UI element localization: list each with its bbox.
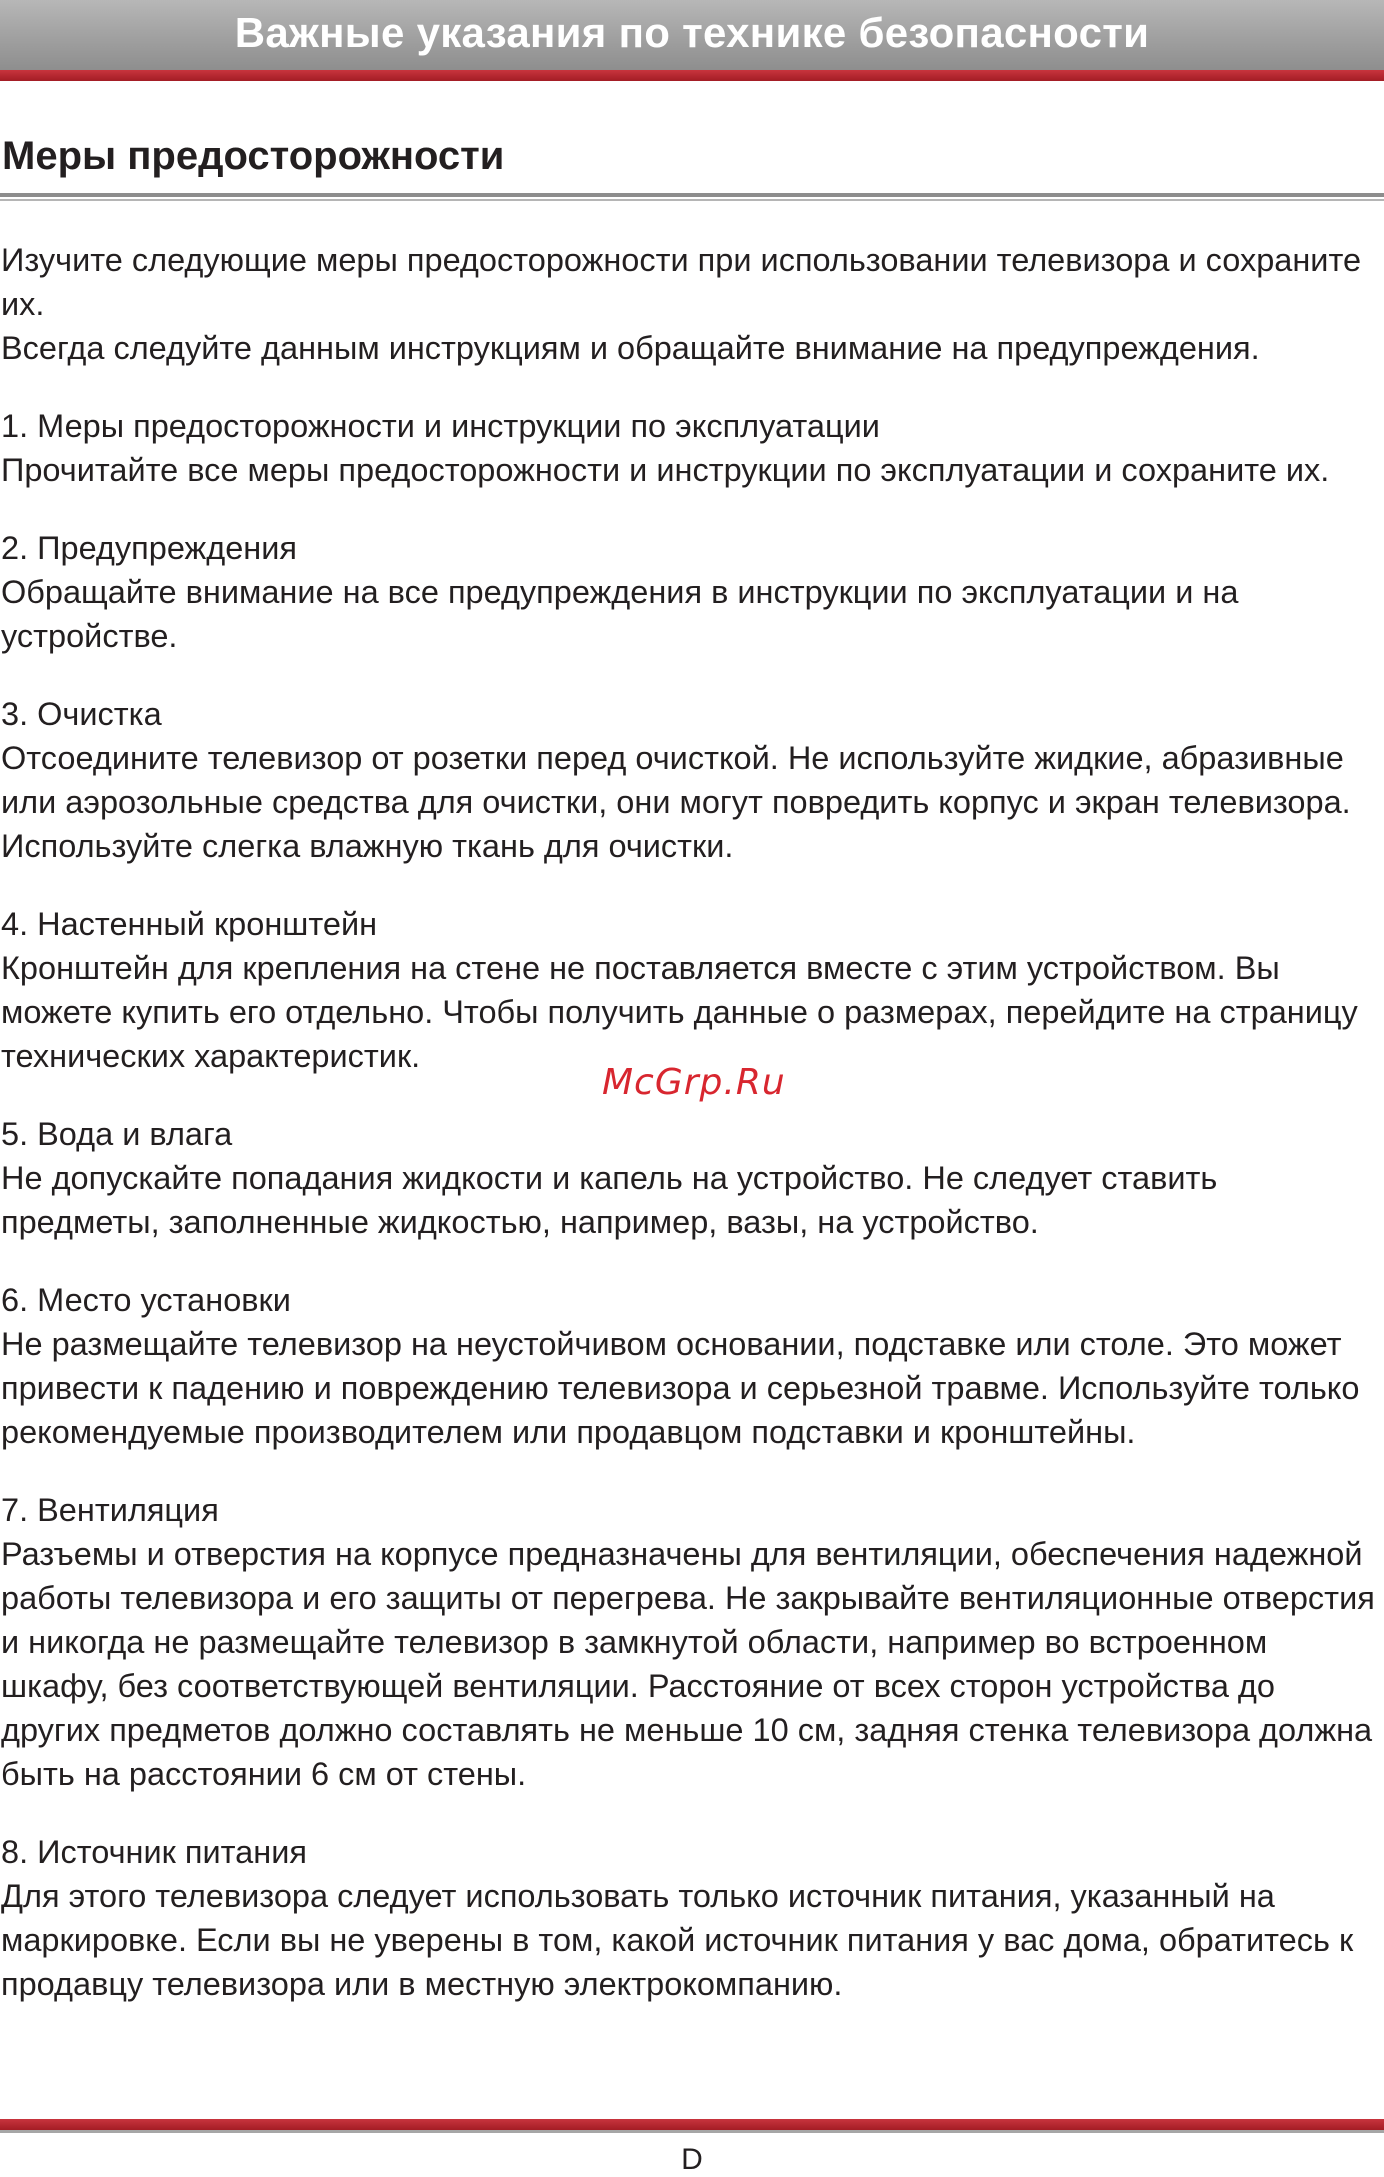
item-heading: 2. Предупреждения: [1, 530, 298, 566]
item-text: Не допускайте попадания жидкости и капель на устройство. Не следует ставить предметы, заполненные жидкостью, например, вазы, на устройство.: [1, 1160, 1218, 1240]
item-heading: 8. Источник питания: [1, 1834, 307, 1870]
footer-grey-stripe: [0, 2130, 1384, 2133]
item-text: Отсоедините телевизор от розетки перед очисткой. Не используйте жидкие, абразивные или аэрозольные средства для очистки, они могут повредить корпус и экран телевизора. Используйте слегка влажную ткань для очистки.: [1, 740, 1351, 864]
item-heading: 4. Настенный кронштейн: [1, 906, 378, 942]
section-title: Меры предосторожности: [2, 134, 505, 178]
intro-line: Изучите следующие меры предосторожности при использовании телевизора и сохраните их.: [1, 242, 1362, 322]
item-heading: 7. Вентиляция: [1, 1492, 219, 1528]
item-text: Кронштейн для крепления на стене не поставляется вместе с этим устройством. Вы можете купить его отдельно. Чтобы получить данные о размерах, перейдите на страницу технических характеристик.: [1, 950, 1358, 1074]
intro-paragraph: [1, 238, 1383, 370]
page-label: D: [681, 2143, 703, 2176]
header-red-stripe: [0, 70, 1384, 81]
footer-red-stripe: [0, 2119, 1384, 2130]
item-text: Не размещайте телевизор на неустойчивом основании, подставке или столе. Это может привести к падению и повреждению телевизора и серьезной травме. Используйте только рекомендуемые производителем или продавцом подставки и кронштейны.: [1, 1326, 1360, 1450]
item-heading: 1. Меры предосторожности и инструкции по эксплуатации: [1, 408, 880, 444]
safety-item-placement: [1, 1278, 1383, 1454]
item-heading: 5. Вода и влага: [1, 1116, 233, 1152]
safety-item-power-source: [1, 1830, 1383, 2006]
item-text: Обращайте внимание на все предупреждения в инструкции по эксплуатации и на устройстве.: [1, 574, 1239, 654]
document-body: [1, 238, 1383, 2040]
safety-item-warnings: [1, 526, 1383, 658]
item-heading: 6. Место установки: [1, 1282, 291, 1318]
intro-line: Всегда следуйте данным инструкциям и обращайте внимание на предупреждения.: [1, 330, 1260, 366]
item-text: Для этого телевизора следует использовать только источник питания, указанный на маркировке. Если вы не уверены в том, какой источник питания у вас дома, обратитесь к продавцу телевизора или в местную электрокомпанию.: [1, 1878, 1354, 2002]
safety-item-cautions: [1, 404, 1383, 492]
safety-item-wall-mount: [1, 902, 1383, 1078]
banner-title: Важные указания по технике безопасности: [234, 9, 1150, 56]
safety-item-water: [1, 1112, 1383, 1244]
safety-item-cleaning: [1, 692, 1383, 868]
section-divider: [0, 193, 1384, 197]
safety-item-ventilation: [1, 1488, 1383, 1796]
watermark: McGrp.Ru: [602, 1062, 786, 1103]
item-text: Разъемы и отверстия на корпусе предназначены для вентиляции, обеспечения надежной работы телевизора и его защиты от перегрева. Не закрывайте вентиляционные отверстия и никогда не размещайте телевизор в замкнутой области, например во встроенном шкафу, без соответствующей вентиляции. Расстояние от всех сторон устройства до других предметов должно составлять не меньше 10 см, задняя стенка телевизора должна быть на расстоянии 6 см от стены.: [1, 1536, 1375, 1792]
header-banner: [0, 0, 1384, 70]
item-text: Прочитайте все меры предосторожности и инструкции по эксплуатации и сохраните их.: [1, 452, 1330, 488]
section-divider-thin: [0, 199, 1384, 201]
item-heading: 3. Очистка: [1, 696, 162, 732]
